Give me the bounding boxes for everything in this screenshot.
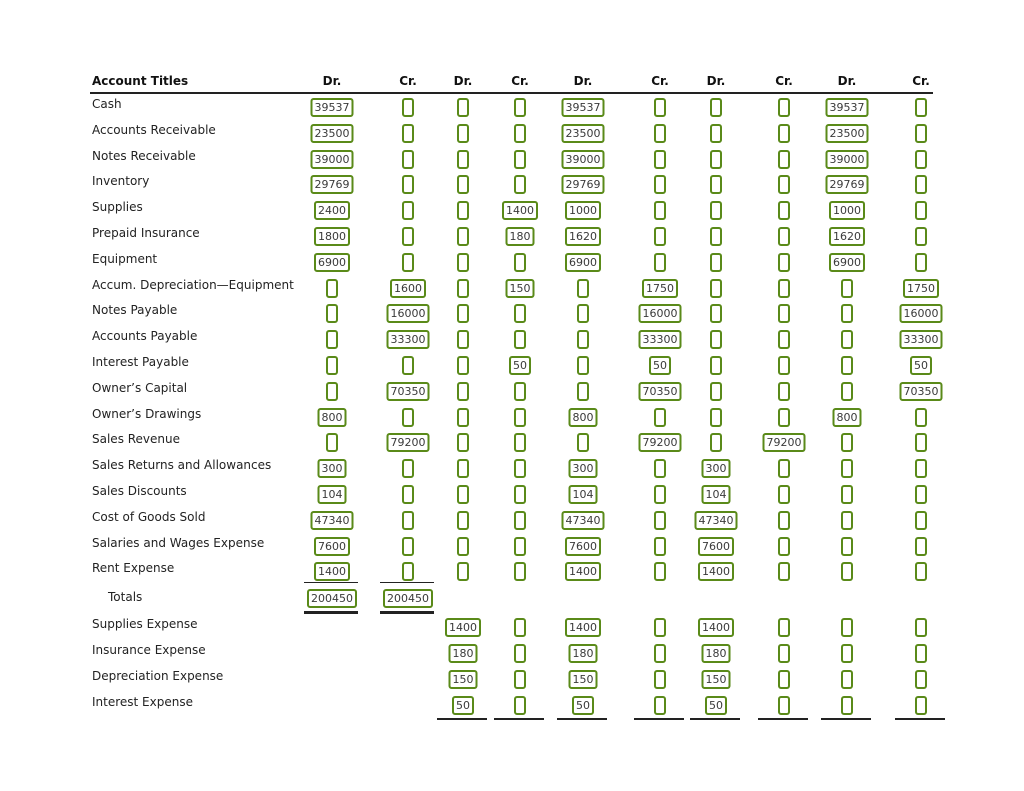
bottom-rule-col5 <box>557 718 607 720</box>
amount-input-interest-expense-col9-dr[interactable] <box>841 696 853 715</box>
account-label-owner-s-capital: Owner’s Capital <box>92 380 188 395</box>
totals-label: Totals <box>108 590 143 604</box>
account-label-interest-expense: Interest Expense <box>92 694 193 709</box>
amount-input-salaries-and-wages-expense-col8-cr[interactable] <box>778 537 790 556</box>
amount-input-notes-payable-col9-dr[interactable] <box>841 304 853 323</box>
account-label-sales-discounts: Sales Discounts <box>92 484 187 498</box>
amount-input-depreciation-expense-col10-cr[interactable] <box>915 670 927 689</box>
amount-input-notes-receivable-col2-cr[interactable] <box>402 150 414 169</box>
amount-input-cash-col10-cr[interactable] <box>915 98 927 117</box>
amount-input-accounts-receivable-col6-cr[interactable] <box>654 124 666 143</box>
amount-input-accum-depreciation-equipment-col4-cr[interactable]: 150 <box>506 279 535 298</box>
amount-input-depreciation-expense-col8-cr[interactable] <box>778 670 790 689</box>
amount-input-interest-payable-col4-cr[interactable]: 50 <box>509 356 531 375</box>
amount-input-inventory-col8-cr[interactable] <box>778 175 790 194</box>
amount-input-inventory-col9-dr[interactable]: 29769 <box>826 175 869 194</box>
amount-input-interest-payable-col7-dr[interactable] <box>710 356 722 375</box>
bottom-rule-col10 <box>895 718 945 720</box>
amount-input-rent-expense-col3-dr[interactable] <box>457 562 469 581</box>
account-label-sales-revenue: Sales Revenue <box>92 432 181 447</box>
amount-input-owner-s-drawings-col5-dr[interactable]: 800 <box>569 408 598 427</box>
amount-input-prepaid-insurance-col1-dr[interactable]: 1800 <box>314 227 350 246</box>
account-label-accounts-payable: Accounts Payable <box>92 329 198 344</box>
bottom-rule-col6 <box>634 718 684 720</box>
amount-input-accounts-payable-col3-dr[interactable] <box>457 330 469 349</box>
header-col-8-cr: Cr. <box>775 74 793 88</box>
amount-input-notes-payable-col4-cr[interactable] <box>514 304 526 323</box>
amount-input-notes-payable-col7-dr[interactable] <box>710 304 722 323</box>
amount-input-accounts-receivable-col10-cr[interactable] <box>915 124 927 143</box>
amount-input-accum-depreciation-equipment-col3-dr[interactable] <box>457 279 469 298</box>
totals-double-rule-col1 <box>304 611 358 614</box>
header-col-7-dr: Dr. <box>706 74 726 88</box>
account-label-prepaid-insurance: Prepaid Insurance <box>92 226 200 240</box>
amount-input-cost-of-goods-sold-col9-dr[interactable] <box>841 511 853 530</box>
amount-input-accum-depreciation-equipment-col8-cr[interactable] <box>778 279 790 298</box>
amount-input-prepaid-insurance-col2-cr[interactable] <box>402 227 414 246</box>
amount-input-owner-s-drawings-col3-dr[interactable] <box>457 408 469 427</box>
amount-input-sales-discounts-col10-cr[interactable] <box>915 485 927 504</box>
amount-input-sales-returns-and-allowances-col6-cr[interactable] <box>654 459 666 478</box>
amount-input-accounts-receivable-col1-dr[interactable]: 23500 <box>311 124 354 143</box>
account-label-depreciation-expense: Depreciation Expense <box>92 668 224 683</box>
amount-input-interest-payable-col1-dr[interactable] <box>326 356 338 375</box>
amount-input-owner-s-drawings-col1-dr[interactable]: 800 <box>318 408 347 427</box>
amount-input-supplies-col4-cr[interactable]: 1400 <box>502 201 538 220</box>
amount-input-salaries-and-wages-expense-col9-dr[interactable] <box>841 537 853 556</box>
amount-input-equipment-col6-cr[interactable] <box>654 253 666 272</box>
amount-input-salaries-and-wages-expense-col3-dr[interactable] <box>457 537 469 556</box>
amount-input-equipment-col1-dr[interactable]: 6900 <box>314 253 350 272</box>
amount-input-supplies-expense-col8-cr[interactable] <box>778 618 790 637</box>
amount-input-interest-payable-col8-cr[interactable] <box>778 356 790 375</box>
account-label-notes-payable: Notes Payable <box>92 303 178 318</box>
amount-input-interest-payable-col2-cr[interactable] <box>402 356 414 375</box>
amount-input-interest-expense-col10-cr[interactable] <box>915 696 927 715</box>
amount-input-sales-revenue-col6-cr[interactable]: 79200 <box>639 433 682 452</box>
header-account-titles: Account Titles <box>92 74 189 88</box>
amount-input-sales-returns-and-allowances-col8-cr[interactable] <box>778 459 790 478</box>
amount-input-rent-expense-col9-dr[interactable] <box>841 562 853 581</box>
amount-input-cash-col4-cr[interactable] <box>514 98 526 117</box>
header-col-10-cr: Cr. <box>912 74 930 88</box>
amount-input-rent-expense-col2-cr[interactable] <box>402 562 414 581</box>
amount-input-equipment-col3-dr[interactable] <box>457 253 469 272</box>
amount-input-sales-discounts-col9-dr[interactable] <box>841 485 853 504</box>
amount-input-accounts-receivable-col8-cr[interactable] <box>778 124 790 143</box>
amount-input-equipment-col2-cr[interactable] <box>402 253 414 272</box>
bottom-rule-col4 <box>494 718 544 720</box>
totals-double-rule-col2 <box>380 611 434 614</box>
header-col-3-dr: Dr. <box>453 74 473 88</box>
amount-input-interest-expense-col8-cr[interactable] <box>778 696 790 715</box>
amount-input-supplies-col2-cr[interactable] <box>402 201 414 220</box>
amount-input-notes-receivable-col5-dr[interactable]: 39000 <box>562 150 605 169</box>
amount-input-cost-of-goods-sold-col6-cr[interactable] <box>654 511 666 530</box>
amount-input-salaries-and-wages-expense-col6-cr[interactable] <box>654 537 666 556</box>
amount-input-notes-receivable-col9-dr[interactable]: 39000 <box>826 150 869 169</box>
amount-input-sales-returns-and-allowances-col5-dr[interactable]: 300 <box>569 459 598 478</box>
amount-input-cash-col8-cr[interactable] <box>778 98 790 117</box>
amount-input-salaries-and-wages-expense-col2-cr[interactable] <box>402 537 414 556</box>
amount-input-sales-revenue-col3-dr[interactable] <box>457 433 469 452</box>
amount-input-prepaid-insurance-col3-dr[interactable] <box>457 227 469 246</box>
amount-input-supplies-expense-col6-cr[interactable] <box>654 618 666 637</box>
amount-input-notes-receivable-col7-dr[interactable] <box>710 150 722 169</box>
amount-input-owner-s-drawings-col6-cr[interactable] <box>654 408 666 427</box>
amount-input-supplies-col5-dr[interactable]: 1000 <box>565 201 601 220</box>
amount-input-accum-depreciation-equipment-col2-cr[interactable]: 1600 <box>390 279 426 298</box>
amount-input-sales-discounts-col7-dr[interactable]: 104 <box>702 485 731 504</box>
amount-input-insurance-expense-col3-dr[interactable]: 180 <box>449 644 478 663</box>
amount-input-rent-expense-col1-dr[interactable]: 1400 <box>314 562 350 581</box>
amount-input-owner-s-capital-col7-dr[interactable] <box>710 382 722 401</box>
amount-input-sales-revenue-col10-cr[interactable] <box>915 433 927 452</box>
amount-input-accounts-receivable-col9-dr[interactable]: 23500 <box>826 124 869 143</box>
amount-input-notes-receivable-col1-dr[interactable]: 39000 <box>311 150 354 169</box>
amount-input-supplies-expense-col10-cr[interactable] <box>915 618 927 637</box>
amount-input-depreciation-expense-col3-dr[interactable]: 150 <box>449 670 478 689</box>
amount-input-accounts-payable-col2-cr[interactable]: 33300 <box>387 330 430 349</box>
amount-input-owner-s-capital-col2-cr[interactable]: 70350 <box>387 382 430 401</box>
amount-input-notes-payable-col8-cr[interactable] <box>778 304 790 323</box>
amount-input-supplies-expense-col5-dr[interactable]: 1400 <box>565 618 601 637</box>
amount-input-interest-expense-col5-dr[interactable]: 50 <box>572 696 594 715</box>
amount-input-owner-s-drawings-col8-cr[interactable] <box>778 408 790 427</box>
amount-input-accum-depreciation-equipment-col9-dr[interactable] <box>841 279 853 298</box>
header-rule <box>90 92 933 94</box>
amount-input-notes-receivable-col8-cr[interactable] <box>778 150 790 169</box>
amount-input-interest-expense-col3-dr[interactable]: 50 <box>452 696 474 715</box>
amount-input-sales-revenue-col8-cr[interactable]: 79200 <box>763 433 806 452</box>
account-label-supplies: Supplies <box>92 200 143 215</box>
amount-input-prepaid-insurance-col8-cr[interactable] <box>778 227 790 246</box>
amount-input-cash-col3-dr[interactable] <box>457 98 469 117</box>
header-col-4-cr: Cr. <box>511 74 529 88</box>
amount-input-inventory-col1-dr[interactable]: 29769 <box>311 175 354 194</box>
amount-input-supplies-col8-cr[interactable] <box>778 201 790 220</box>
amount-input-equipment-col5-dr[interactable]: 6900 <box>565 253 601 272</box>
header-col-5-dr: Dr. <box>573 74 593 88</box>
amount-input-interest-expense-col4-cr[interactable] <box>514 696 526 715</box>
amount-input-owner-s-capital-col5-dr[interactable] <box>577 382 589 401</box>
amount-input-cash-col1-dr[interactable]: 39537 <box>311 98 354 117</box>
amount-input-sales-revenue-col7-dr[interactable] <box>710 433 722 452</box>
amount-input-rent-expense-col4-cr[interactable] <box>514 562 526 581</box>
amount-input-sales-discounts-col5-dr[interactable]: 104 <box>569 485 598 504</box>
amount-input-insurance-expense-col4-cr[interactable] <box>514 644 526 663</box>
amount-input-cost-of-goods-sold-col2-cr[interactable] <box>402 511 414 530</box>
totals-input-col1-dr[interactable]: 200450 <box>307 589 357 608</box>
amount-input-sales-discounts-col8-cr[interactable] <box>778 485 790 504</box>
header-col-1-dr: Dr. <box>322 74 342 88</box>
amount-input-insurance-expense-col8-cr[interactable] <box>778 644 790 663</box>
amount-input-owner-s-capital-col8-cr[interactable] <box>778 382 790 401</box>
amount-input-salaries-and-wages-expense-col4-cr[interactable] <box>514 537 526 556</box>
amount-input-owner-s-capital-col1-dr[interactable] <box>326 382 338 401</box>
account-label-inventory: Inventory <box>92 174 150 189</box>
amount-input-prepaid-insurance-col10-cr[interactable] <box>915 227 927 246</box>
amount-input-depreciation-expense-col7-dr[interactable]: 150 <box>702 670 731 689</box>
amount-input-cost-of-goods-sold-col5-dr[interactable]: 47340 <box>562 511 605 530</box>
account-label-interest-payable: Interest Payable <box>92 355 189 369</box>
amount-input-equipment-col10-cr[interactable] <box>915 253 927 272</box>
amount-input-sales-revenue-col4-cr[interactable] <box>514 433 526 452</box>
amount-input-interest-payable-col9-dr[interactable] <box>841 356 853 375</box>
amount-input-prepaid-insurance-col7-dr[interactable] <box>710 227 722 246</box>
amount-input-insurance-expense-col6-cr[interactable] <box>654 644 666 663</box>
amount-input-rent-expense-col5-dr[interactable]: 1400 <box>565 562 601 581</box>
amount-input-inventory-col3-dr[interactable] <box>457 175 469 194</box>
amount-input-salaries-and-wages-expense-col10-cr[interactable] <box>915 537 927 556</box>
bottom-rule-col7 <box>690 718 740 720</box>
amount-input-accounts-payable-col9-dr[interactable] <box>841 330 853 349</box>
amount-input-depreciation-expense-col5-dr[interactable]: 150 <box>569 670 598 689</box>
amount-input-sales-returns-and-allowances-col3-dr[interactable] <box>457 459 469 478</box>
account-label-accounts-receivable: Accounts Receivable <box>92 122 216 137</box>
account-label-supplies-expense: Supplies Expense <box>92 617 198 631</box>
amount-input-notes-payable-col5-dr[interactable] <box>577 304 589 323</box>
amount-input-accounts-receivable-col7-dr[interactable] <box>710 124 722 143</box>
amount-input-accounts-receivable-col4-cr[interactable] <box>514 124 526 143</box>
amount-input-interest-payable-col5-dr[interactable] <box>577 356 589 375</box>
amount-input-owner-s-drawings-col2-cr[interactable] <box>402 408 414 427</box>
amount-input-accounts-payable-col6-cr[interactable]: 33300 <box>639 330 682 349</box>
amount-input-rent-expense-col6-cr[interactable] <box>654 562 666 581</box>
amount-input-insurance-expense-col7-dr[interactable]: 180 <box>702 644 731 663</box>
amount-input-owner-s-capital-col9-dr[interactable] <box>841 382 853 401</box>
amount-input-cash-col9-dr[interactable]: 39537 <box>826 98 869 117</box>
amount-input-sales-revenue-col5-dr[interactable] <box>577 433 589 452</box>
amount-input-rent-expense-col7-dr[interactable]: 1400 <box>698 562 734 581</box>
amount-input-sales-returns-and-allowances-col10-cr[interactable] <box>915 459 927 478</box>
account-label-accum-depreciation-equipment: Accum. Depreciation—Equipment <box>92 277 294 292</box>
amount-input-notes-receivable-col10-cr[interactable] <box>915 150 927 169</box>
amount-input-sales-revenue-col2-cr[interactable]: 79200 <box>387 433 430 452</box>
amount-input-owner-s-drawings-col7-dr[interactable] <box>710 408 722 427</box>
amount-input-supplies-col7-dr[interactable] <box>710 201 722 220</box>
amount-input-cost-of-goods-sold-col8-cr[interactable] <box>778 511 790 530</box>
account-label-sales-returns-and-allowances: Sales Returns and Allowances <box>92 458 272 473</box>
bottom-rule-col8 <box>758 718 808 720</box>
amount-input-owner-s-capital-col10-cr[interactable]: 70350 <box>900 382 943 401</box>
amount-input-accounts-receivable-col5-dr[interactable]: 23500 <box>562 124 605 143</box>
amount-input-interest-payable-col10-cr[interactable]: 50 <box>910 356 932 375</box>
amount-input-interest-payable-col6-cr[interactable]: 50 <box>649 356 671 375</box>
amount-input-inventory-col4-cr[interactable] <box>514 175 526 194</box>
amount-input-prepaid-insurance-col5-dr[interactable]: 1620 <box>565 227 601 246</box>
amount-input-equipment-col7-dr[interactable] <box>710 253 722 272</box>
amount-input-notes-payable-col10-cr[interactable]: 16000 <box>900 304 943 323</box>
account-label-rent-expense: Rent Expense <box>92 561 175 576</box>
amount-input-accounts-receivable-col2-cr[interactable] <box>402 124 414 143</box>
amount-input-insurance-expense-col9-dr[interactable] <box>841 644 853 663</box>
account-label-insurance-expense: Insurance Expense <box>92 642 206 657</box>
amount-input-accounts-payable-col8-cr[interactable] <box>778 330 790 349</box>
amount-input-accounts-payable-col1-dr[interactable] <box>326 330 338 349</box>
amount-input-inventory-col10-cr[interactable] <box>915 175 927 194</box>
amount-input-cost-of-goods-sold-col4-cr[interactable] <box>514 511 526 530</box>
amount-input-cost-of-goods-sold-col7-dr[interactable]: 47340 <box>695 511 738 530</box>
amount-input-sales-discounts-col1-dr[interactable]: 104 <box>318 485 347 504</box>
amount-input-accum-depreciation-equipment-col1-dr[interactable] <box>326 279 338 298</box>
amount-input-inventory-col6-cr[interactable] <box>654 175 666 194</box>
amount-input-accum-depreciation-equipment-col7-dr[interactable] <box>710 279 722 298</box>
amount-input-salaries-and-wages-expense-col7-dr[interactable]: 7600 <box>698 537 734 556</box>
amount-input-notes-receivable-col3-dr[interactable] <box>457 150 469 169</box>
amount-input-cash-col6-cr[interactable] <box>654 98 666 117</box>
amount-input-accum-depreciation-equipment-col5-dr[interactable] <box>577 279 589 298</box>
amount-input-sales-discounts-col6-cr[interactable] <box>654 485 666 504</box>
amount-input-insurance-expense-col10-cr[interactable] <box>915 644 927 663</box>
amount-input-depreciation-expense-col6-cr[interactable] <box>654 670 666 689</box>
amount-input-cash-col2-cr[interactable] <box>402 98 414 117</box>
amount-input-depreciation-expense-col9-dr[interactable] <box>841 670 853 689</box>
amount-input-inventory-col5-dr[interactable]: 29769 <box>562 175 605 194</box>
amount-input-cash-col5-dr[interactable]: 39537 <box>562 98 605 117</box>
amount-input-notes-receivable-col6-cr[interactable] <box>654 150 666 169</box>
header-col-9-dr: Dr. <box>837 74 857 88</box>
bottom-rule-col9 <box>821 718 871 720</box>
amount-input-cost-of-goods-sold-col1-dr[interactable]: 47340 <box>311 511 354 530</box>
header-col-2-cr: Cr. <box>399 74 417 88</box>
amount-input-notes-receivable-col4-cr[interactable] <box>514 150 526 169</box>
amount-input-prepaid-insurance-col6-cr[interactable] <box>654 227 666 246</box>
amount-input-notes-payable-col1-dr[interactable] <box>326 304 338 323</box>
totals-top-rule-col1 <box>304 582 358 583</box>
amount-input-interest-expense-col6-cr[interactable] <box>654 696 666 715</box>
amount-input-owner-s-drawings-col10-cr[interactable] <box>915 408 927 427</box>
account-label-equipment: Equipment <box>92 251 158 266</box>
amount-input-interest-expense-col7-dr[interactable]: 50 <box>705 696 727 715</box>
amount-input-cash-col7-dr[interactable] <box>710 98 722 117</box>
amount-input-sales-discounts-col3-dr[interactable] <box>457 485 469 504</box>
amount-input-notes-payable-col3-dr[interactable] <box>457 304 469 323</box>
amount-input-inventory-col7-dr[interactable] <box>710 175 722 194</box>
account-label-owner-s-drawings: Owner’s Drawings <box>92 406 202 421</box>
account-label-salaries-and-wages-expense: Salaries and Wages Expense <box>92 535 265 550</box>
amount-input-sales-revenue-col1-dr[interactable] <box>326 433 338 452</box>
amount-input-sales-revenue-col9-dr[interactable] <box>841 433 853 452</box>
amount-input-owner-s-drawings-col9-dr[interactable]: 800 <box>833 408 862 427</box>
amount-input-inventory-col2-cr[interactable] <box>402 175 414 194</box>
amount-input-equipment-col8-cr[interactable] <box>778 253 790 272</box>
amount-input-cost-of-goods-sold-col10-cr[interactable] <box>915 511 927 530</box>
account-label-notes-receivable: Notes Receivable <box>92 148 196 163</box>
amount-input-sales-discounts-col4-cr[interactable] <box>514 485 526 504</box>
account-label-cash: Cash <box>92 97 122 111</box>
amount-input-depreciation-expense-col4-cr[interactable] <box>514 670 526 689</box>
amount-input-owner-s-capital-col3-dr[interactable] <box>457 382 469 401</box>
amount-input-supplies-expense-col7-dr[interactable]: 1400 <box>698 618 734 637</box>
amount-input-accounts-payable-col7-dr[interactable] <box>710 330 722 349</box>
amount-input-sales-returns-and-allowances-col7-dr[interactable]: 300 <box>702 459 731 478</box>
amount-input-equipment-col4-cr[interactable] <box>514 253 526 272</box>
amount-input-salaries-and-wages-expense-col1-dr[interactable]: 7600 <box>314 537 350 556</box>
amount-input-sales-returns-and-allowances-col9-dr[interactable] <box>841 459 853 478</box>
amount-input-owner-s-drawings-col4-cr[interactable] <box>514 408 526 427</box>
amount-input-supplies-col3-dr[interactable] <box>457 201 469 220</box>
amount-input-supplies-col6-cr[interactable] <box>654 201 666 220</box>
amount-input-supplies-col10-cr[interactable] <box>915 201 927 220</box>
amount-input-accounts-receivable-col3-dr[interactable] <box>457 124 469 143</box>
header-col-6-cr: Cr. <box>651 74 669 88</box>
amount-input-prepaid-insurance-col9-dr[interactable]: 1620 <box>829 227 865 246</box>
amount-input-interest-payable-col3-dr[interactable] <box>457 356 469 375</box>
amount-input-notes-payable-col2-cr[interactable]: 16000 <box>387 304 430 323</box>
amount-input-accounts-payable-col4-cr[interactable] <box>514 330 526 349</box>
amount-input-salaries-and-wages-expense-col5-dr[interactable]: 7600 <box>565 537 601 556</box>
amount-input-sales-discounts-col2-cr[interactable] <box>402 485 414 504</box>
amount-input-accounts-payable-col10-cr[interactable]: 33300 <box>900 330 943 349</box>
amount-input-owner-s-capital-col6-cr[interactable]: 70350 <box>639 382 682 401</box>
amount-input-supplies-col9-dr[interactable]: 1000 <box>829 201 865 220</box>
amount-input-rent-expense-col8-cr[interactable] <box>778 562 790 581</box>
amount-input-notes-payable-col6-cr[interactable]: 16000 <box>639 304 682 323</box>
amount-input-cost-of-goods-sold-col3-dr[interactable] <box>457 511 469 530</box>
amount-input-supplies-col1-dr[interactable]: 2400 <box>314 201 350 220</box>
amount-input-accum-depreciation-equipment-col10-cr[interactable]: 1750 <box>903 279 939 298</box>
amount-input-rent-expense-col10-cr[interactable] <box>915 562 927 581</box>
account-label-cost-of-goods-sold: Cost of Goods Sold <box>92 509 206 524</box>
amount-input-equipment-col9-dr[interactable]: 6900 <box>829 253 865 272</box>
amount-input-supplies-expense-col3-dr[interactable]: 1400 <box>445 618 481 637</box>
amount-input-accounts-payable-col5-dr[interactable] <box>577 330 589 349</box>
amount-input-supplies-expense-col9-dr[interactable] <box>841 618 853 637</box>
amount-input-prepaid-insurance-col4-cr[interactable]: 180 <box>506 227 535 246</box>
totals-input-col2-cr[interactable]: 200450 <box>383 589 433 608</box>
totals-top-rule-col2 <box>380 582 434 583</box>
amount-input-supplies-expense-col4-cr[interactable] <box>514 618 526 637</box>
amount-input-sales-returns-and-allowances-col2-cr[interactable] <box>402 459 414 478</box>
amount-input-sales-returns-and-allowances-col1-dr[interactable]: 300 <box>318 459 347 478</box>
amount-input-insurance-expense-col5-dr[interactable]: 180 <box>569 644 598 663</box>
amount-input-sales-returns-and-allowances-col4-cr[interactable] <box>514 459 526 478</box>
amount-input-accum-depreciation-equipment-col6-cr[interactable]: 1750 <box>642 279 678 298</box>
amount-input-owner-s-capital-col4-cr[interactable] <box>514 382 526 401</box>
bottom-rule-col3 <box>437 718 487 720</box>
